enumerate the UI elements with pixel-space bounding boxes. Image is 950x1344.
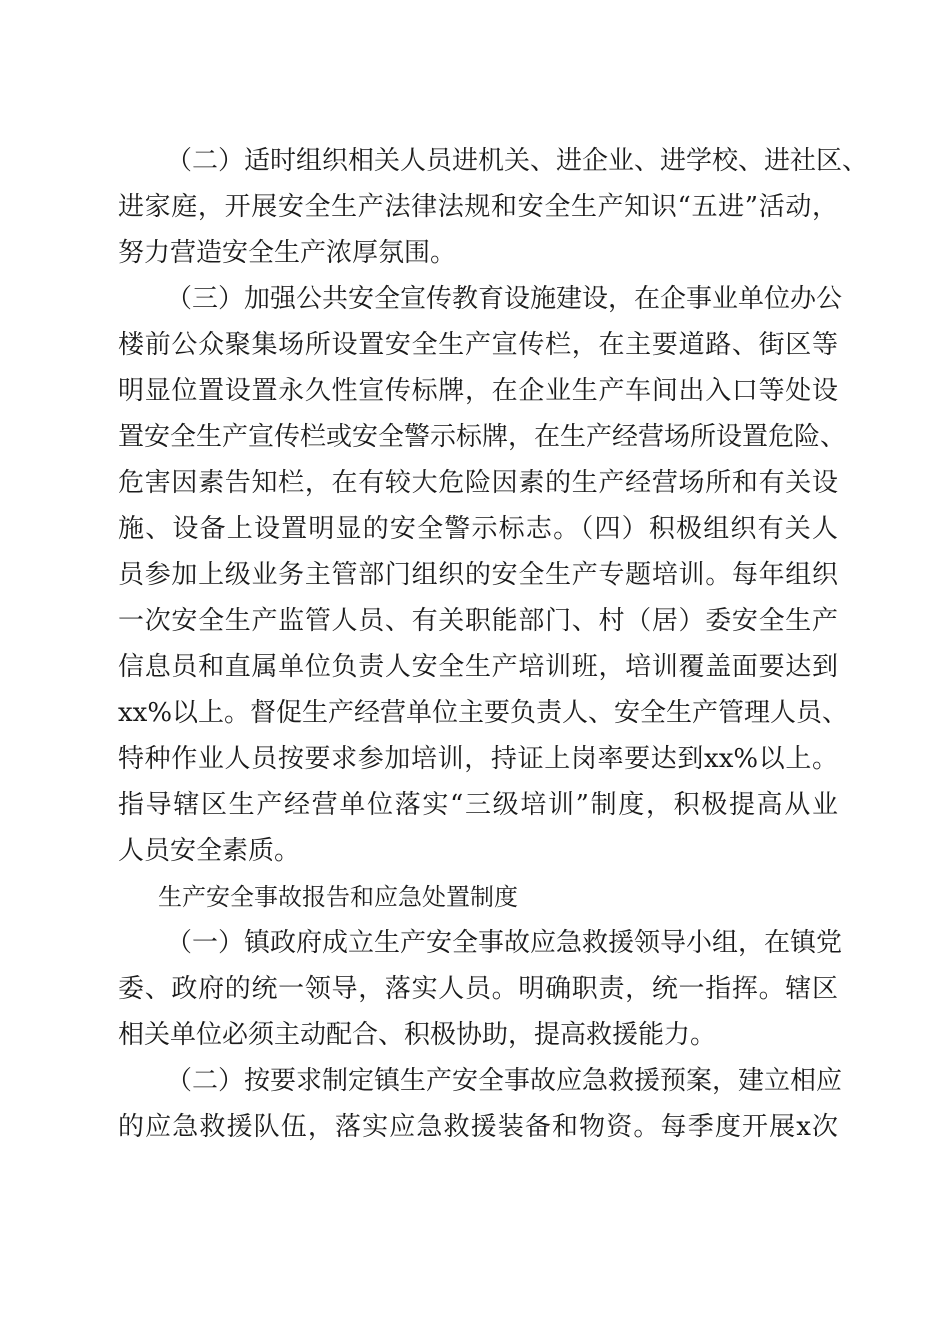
text-line: 相关单位必须主动配合、积极协助，提高救援能力。	[118, 1020, 717, 1050]
paragraph-3-facilities-and-training	[118, 276, 849, 874]
section-heading	[118, 874, 838, 920]
text-line: 指导辖区生产经营单位落实“三级培训”制度，积极提高从业	[118, 790, 838, 820]
text-line: 人员安全素质。	[118, 836, 301, 866]
text-line: 明显位置设置永久性宣传标牌，在企业生产车间出入口等处设	[118, 376, 838, 406]
text-line: 特种作业人员按要求参加培训，持证上岗率要达到xx%以上。	[118, 744, 838, 774]
text-line: 施、设备上设置明显的安全警示标志。（四）积极组织有关人	[118, 514, 838, 544]
text-line: 的应急救援队伍，落实应急救援装备和物资。每季度开展x次	[118, 1112, 838, 1142]
text-line: xx%以上。督促生产经营单位主要负责人、安全生产管理人员、	[118, 698, 849, 728]
text-line: （二）适时组织相关人员进机关、进企业、进学校、进社区、	[166, 146, 869, 176]
text-line: 楼前公众聚集场所设置安全生产宣传栏，在主要道路、街区等	[118, 330, 838, 360]
text-line: 一次安全生产监管人员、有关职能部门、村（居）委安全生产	[118, 606, 838, 636]
text-line: （一）镇政府成立生产安全事故应急救援领导小组，在镇党	[166, 928, 843, 958]
document-page	[118, 138, 869, 1150]
text-line: 信息员和直属单位负责人安全生产培训班，培训覆盖面要达到	[118, 652, 838, 682]
text-line: 员参加上级业务主管部门组织的安全生产专题培训。每年组织	[118, 560, 838, 590]
text-line: 危害因素告知栏，在有较大危险因素的生产经营场所和有关设	[118, 468, 838, 498]
text-line: 置安全生产宣传栏或安全警示标牌，在生产经营场所设置危险、	[118, 422, 847, 452]
text-line: （三）加强公共安全宣传教育设施建设，在企事业单位办公	[166, 284, 843, 314]
paragraph-1-emergency-leadership	[118, 920, 843, 1058]
section-heading-text: 生产安全事故报告和应急处置制度	[158, 883, 518, 911]
text-line: （二）按要求制定镇生产安全事故应急救援预案，建立相应	[166, 1066, 843, 1096]
text-line: 委、政府的统一领导，落实人员。明确职责，统一指挥。辖区	[118, 974, 838, 1004]
text-line: 努力营造安全生产浓厚氛围。	[118, 238, 457, 268]
paragraph-2-publicity-activities	[118, 138, 869, 276]
text-line: 进家庭，开展安全生产法律法规和安全生产知识“五进”活动，	[118, 192, 838, 222]
paragraph-2-emergency-plan	[118, 1058, 843, 1150]
